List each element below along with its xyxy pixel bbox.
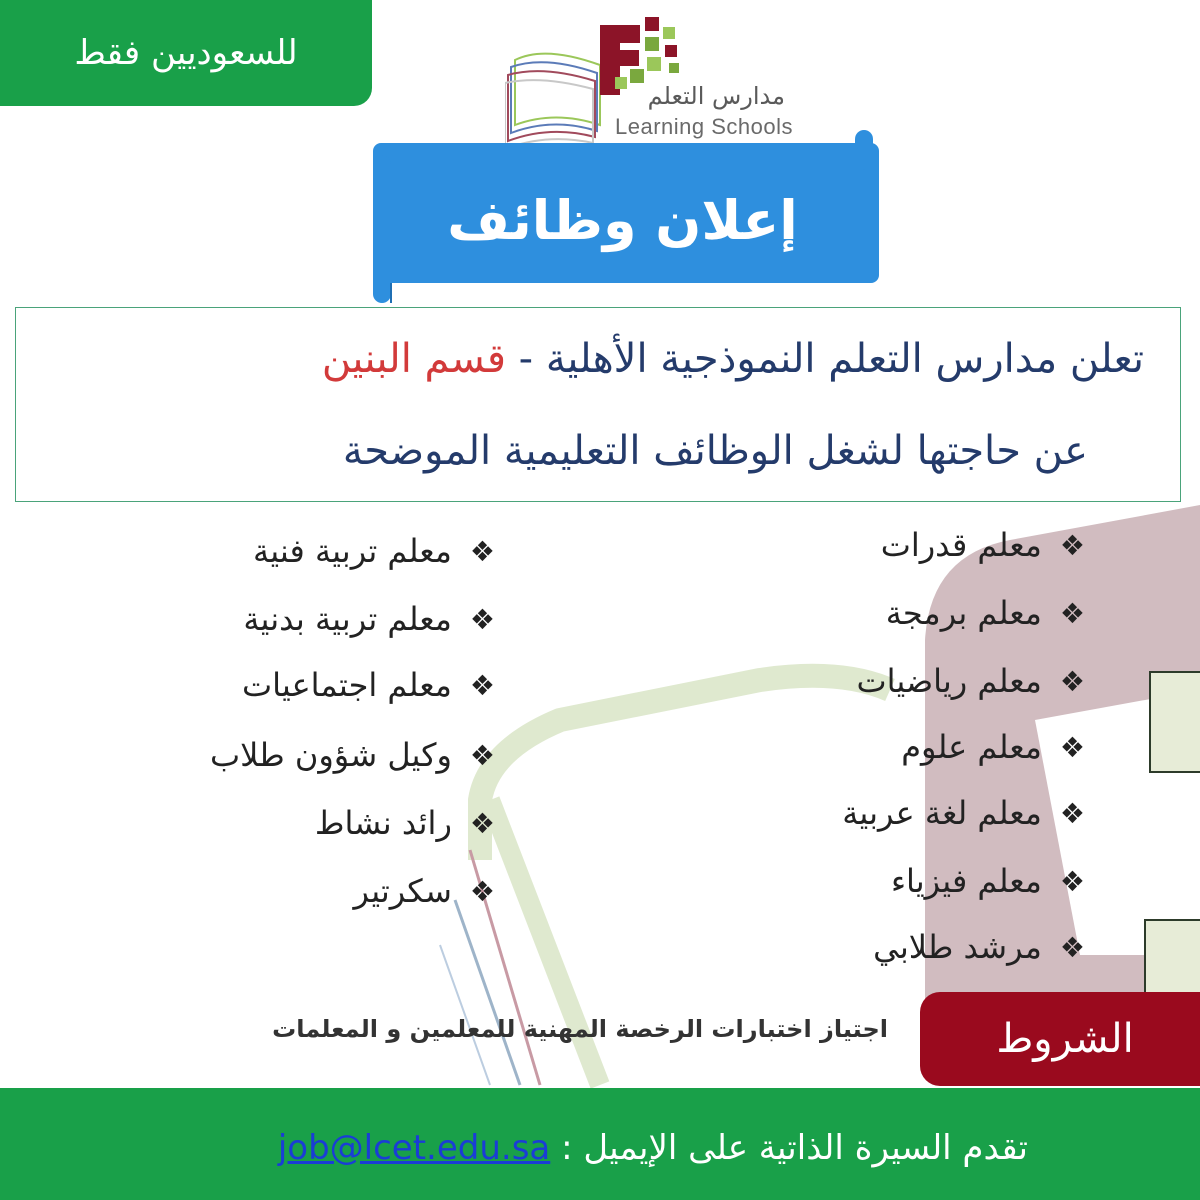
job-title: وكيل شؤون طلاب: [209, 736, 452, 774]
job-item: [842, 794, 1085, 832]
bullet-icon: ❖: [1059, 930, 1085, 964]
job-title: معلم تربية فنية: [253, 532, 452, 570]
saudi-only-text: للسعوديين فقط: [74, 33, 298, 73]
job-item: [886, 594, 1085, 632]
job-item: [891, 862, 1085, 900]
job-title: معلم قدرات: [880, 526, 1042, 564]
job-item: [210, 736, 495, 774]
logo-arabic-name: مدارس التعلم: [647, 82, 785, 110]
intro-line-1-main: تعلن مدارس التعلم النموذجية الأهلية -: [505, 336, 1144, 382]
job-title: معلم علوم: [901, 728, 1042, 766]
job-item: [901, 728, 1085, 766]
job-item: [354, 872, 495, 910]
job-title: سكرتير: [353, 872, 452, 910]
job-title: معلم تربية بدنية: [243, 600, 452, 638]
job-title: معلم لغة عربية: [842, 794, 1042, 832]
job-title: معلم اجتماعيات: [242, 666, 452, 704]
job-title: معلم فيزياء: [890, 862, 1042, 900]
bullet-icon: ❖: [469, 668, 495, 702]
email-link[interactable]: job@lcet.edu.sa: [277, 1128, 551, 1168]
intro-line-1: [322, 336, 1144, 382]
intro-line-1-accent: قسم البنين: [321, 336, 506, 382]
job-item: [315, 804, 495, 842]
job-item: [243, 600, 495, 638]
green-square-2: [1145, 920, 1200, 1000]
bullet-icon: ❖: [469, 874, 495, 908]
logo-english-name: Learning Schools: [615, 114, 794, 139]
green-square-1: [1150, 672, 1200, 772]
job-title: معلم رياضيات: [856, 662, 1042, 700]
bullet-icon: ❖: [469, 738, 495, 772]
bullet-icon: ❖: [1059, 730, 1085, 764]
bullet-icon: ❖: [1059, 528, 1085, 562]
light-green-frame: [480, 676, 890, 860]
bullet-icon: ❖: [1059, 596, 1085, 630]
bullet-icon: ❖: [469, 602, 495, 636]
job-title: رائد نشاط: [314, 804, 452, 842]
job-item: [856, 662, 1085, 700]
conditions-tab: [920, 992, 1200, 1086]
job-title: معلم برمجة: [885, 594, 1042, 632]
bullet-icon: ❖: [469, 806, 495, 840]
bullet-icon: ❖: [1059, 664, 1085, 698]
deco-line-2: [455, 900, 520, 1085]
banner-title: إعلان وظائف: [447, 188, 798, 252]
job-item: [253, 532, 495, 570]
bullet-icon: ❖: [1059, 864, 1085, 898]
job-title: مرشد طلابي: [873, 928, 1042, 966]
job-item: [873, 928, 1085, 966]
intro-line-2: عن حاجتها لشغل الوظائف التعليمية الموضحة: [342, 428, 1088, 474]
bullet-icon: ❖: [469, 534, 495, 568]
job-item: [881, 526, 1085, 564]
conditions-text: اجتياز اختبارات الرخصة المهنية للمعلمين و المعلمات: [272, 1015, 888, 1043]
saudi-only-badge: [0, 0, 372, 106]
bullet-icon: ❖: [1059, 796, 1085, 830]
job-item: [242, 666, 495, 704]
footer-instruction: تقدم السيرة الذاتية على الإيميل :: [550, 1128, 1028, 1168]
footer-text: [278, 1128, 1028, 1168]
conditions-label: الشروط: [996, 1016, 1134, 1062]
